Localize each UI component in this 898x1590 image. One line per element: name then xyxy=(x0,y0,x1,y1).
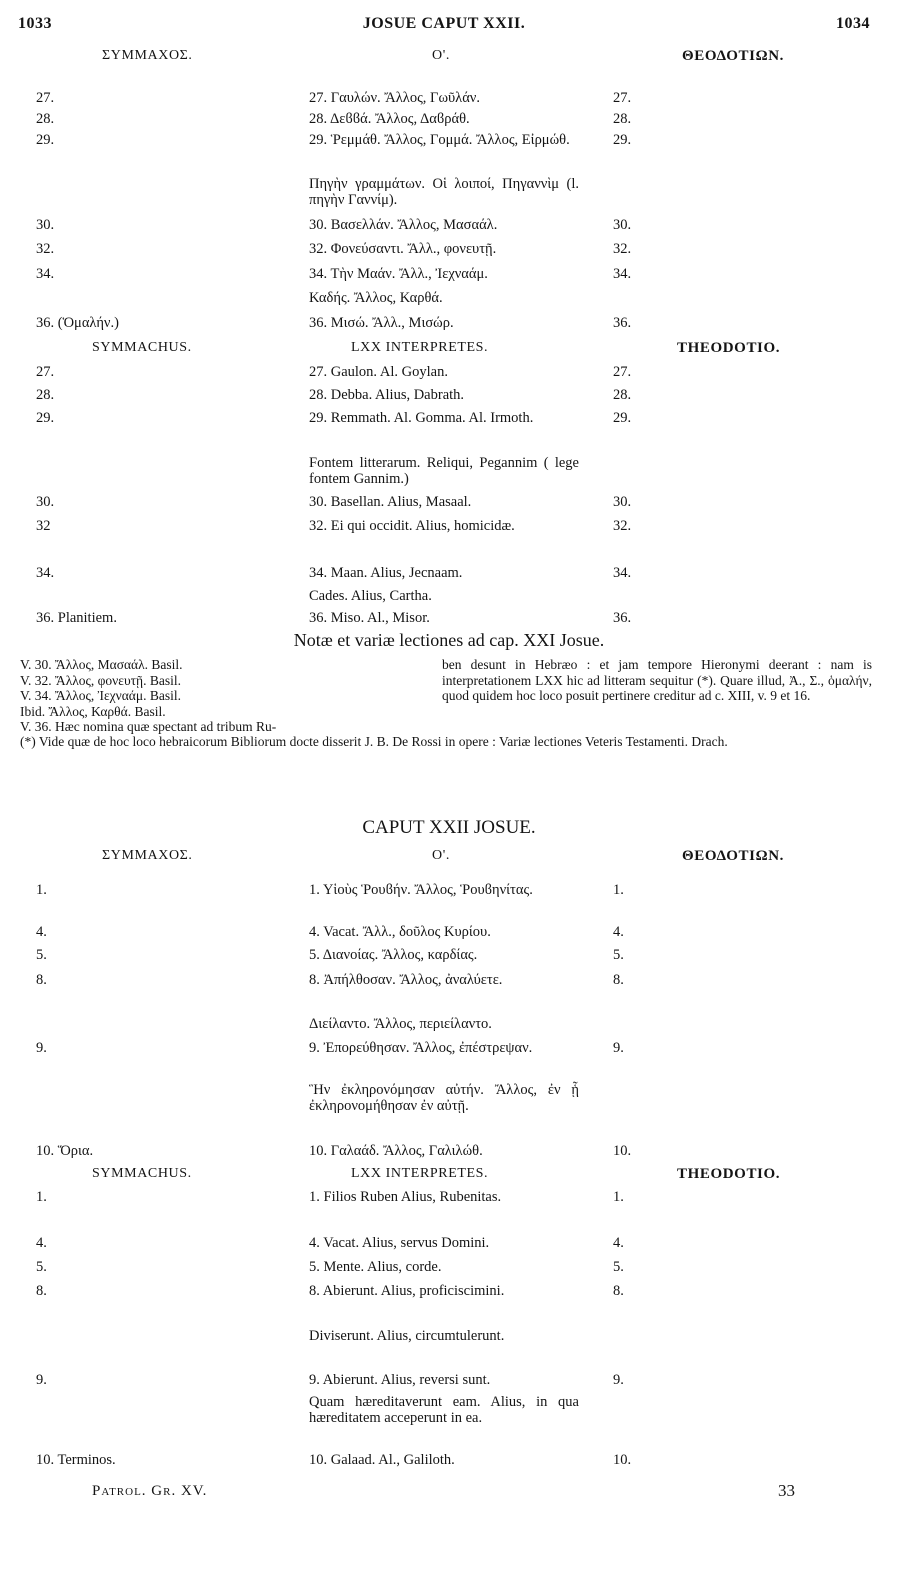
lxx-cell: 1. Filios Ruben Alius, Rubenitas. xyxy=(309,1189,502,1205)
lxx-cell: Πηγὴν γραμμάτων. Οἱ λοιποί, Πηγαννὶμ (l. πηγὴν Γαννίμ). xyxy=(309,176,579,208)
theodotion-cell: 8. xyxy=(613,972,624,988)
footnote: (*) Vide quæ de hoc loco hebraicorum Bibliorum docte disserit J. B. De Rossi in opere : Variæ lectiones Veteris Testamenti. Drach. xyxy=(20,734,728,749)
symmachus-cell: 4. xyxy=(36,924,47,940)
lxx-cell: 34. Maan. Alius, Jecnaam. xyxy=(309,565,463,581)
col-header-lxx-interpretes: LXX INTERPRETES. xyxy=(351,340,489,355)
lxx-cell: 8. Ἀπήλθοσαν. Ἄλλος, ἀναλύετε. xyxy=(309,972,503,988)
theodotion-cell: 32. xyxy=(613,518,632,534)
theodotion-cell: 30. xyxy=(613,494,632,510)
theodotion-cell: 8. xyxy=(613,1283,624,1299)
footer-page-number: 33 xyxy=(778,1481,795,1500)
theodotion-cell: 36. xyxy=(613,315,632,331)
footer-signature: Patrol. Gr. XV. xyxy=(92,1483,208,1499)
theodotion-cell: 4. xyxy=(613,1235,624,1251)
lxx-cell: 30. Basellan. Alius, Masaal. xyxy=(309,494,472,510)
page-header xyxy=(18,16,870,36)
lxx-cell: 5. Mente. Alius, corde. xyxy=(309,1259,442,1275)
symmachus-cell: 27. xyxy=(36,90,55,106)
col-header-lxx-interpretes: LXX INTERPRETES. xyxy=(351,1166,489,1181)
notes-title: Notæ et variæ lectiones ad cap. XXI Josue. xyxy=(293,630,605,650)
lxx-cell: Fontem litterarum. Reliqui, Pegannim ( lege fontem Gannim.) xyxy=(309,455,579,487)
theodotion-cell: 34. xyxy=(613,266,632,282)
theodotion-cell: 10. xyxy=(613,1143,632,1159)
lxx-cell: 4. Vacat. Ἄλλ., δοῦλος Κυρίου. xyxy=(309,924,491,940)
symmachus-cell: 10. Terminos. xyxy=(36,1452,116,1468)
col-header-symmachus: SYMMACHUS. xyxy=(92,1166,192,1181)
lxx-cell: Diviserunt. Alius, circumtulerunt. xyxy=(309,1328,505,1344)
lxx-cell: 32. Ei qui occidit. Alius, homicidæ. xyxy=(309,518,515,534)
lxx-cell: 32. Φονεύσαντι. Ἄλλ., φονευτῇ. xyxy=(309,241,497,257)
symmachus-cell: 30. xyxy=(36,217,55,233)
lxx-cell: 36. Miso. Al., Misor. xyxy=(309,610,430,626)
symmachus-cell: 9. xyxy=(36,1040,47,1056)
theodotion-cell: 27. xyxy=(613,90,632,106)
theodotion-cell: 9. xyxy=(613,1040,624,1056)
page-footer xyxy=(0,1483,898,1505)
symmachus-cell: 8. xyxy=(36,1283,47,1299)
symmachus-cell: 1. xyxy=(36,882,47,898)
lxx-cell: 29. Remmath. Al. Gomma. Al. Irmoth. xyxy=(309,410,534,426)
theodotion-cell: 1. xyxy=(613,882,624,898)
running-title: JOSUE CAPUT XXII. xyxy=(362,15,526,32)
col-header-symmachos: ΣΥΜΜΑΧΟΣ. xyxy=(102,848,193,863)
note-line: V. 30. Ἄλλος, Μασαάλ. Basil. xyxy=(20,657,183,672)
lxx-cell: 10. Galaad. Al., Galiloth. xyxy=(309,1452,455,1468)
column-number-right: 1034 xyxy=(836,15,870,32)
note-line: V. 36. Hæc nomina quæ spectant ad tribum Ru- xyxy=(20,719,277,734)
theodotion-cell: 36. xyxy=(613,610,632,626)
lxx-cell: 30. Βασελλάν. Ἄλλος, Μασαάλ. xyxy=(309,217,498,233)
lxx-cell: Ἣν ἐκληρονόμησαν αὐτήν. Ἄλλος, ἐν ᾗ ἐκληρονομήθησαν ἐν αὐτῇ. xyxy=(309,1082,579,1114)
theodotion-cell: 10. xyxy=(613,1452,632,1468)
symmachus-cell: 32 xyxy=(36,518,51,534)
theodotion-cell: 5. xyxy=(613,1259,624,1275)
lxx-cell: 9. Abierunt. Alius, reversi sunt. xyxy=(309,1372,491,1388)
symmachus-cell: 28. xyxy=(36,387,55,403)
lxx-cell: Cades. Alius, Cartha. xyxy=(309,588,432,604)
symmachus-cell: 36. (Ὁμαλήν.) xyxy=(36,315,119,331)
col-header-symmachos: ΣΥΜΜΑΧΟΣ. xyxy=(102,48,193,63)
note-line: V. 32. Ἄλλος, φονευτῇ. Basil. xyxy=(20,672,181,688)
theodotion-cell: 1. xyxy=(613,1189,624,1205)
lxx-cell: 27. Γαυλών. Ἄλλος, Γωῦλάν. xyxy=(309,90,480,106)
symmachus-cell: 34. xyxy=(36,565,55,581)
theodotion-cell: 9. xyxy=(613,1372,624,1388)
notes-left-column xyxy=(20,657,430,735)
lxx-cell: Καδής. Ἄλλος, Καρθά. xyxy=(309,290,443,306)
col-header-theodotion: ΘΕΟΔΟΤΙΩΝ. xyxy=(682,848,784,864)
theodotion-cell: 32. xyxy=(613,241,632,257)
symmachus-cell: 32. xyxy=(36,241,55,257)
note-line: Ibid. Ἄλλος, Καρθά. Basil. xyxy=(20,703,166,719)
symmachus-cell: 5. xyxy=(36,1259,47,1275)
notes-right-column: ben desunt in Hebræo : et jam tempore Hieronymi deerant : nam is interpretationem LXX hic ad litteram sequitur (*). Quare illud, Ἀ., Σ., ὁμαλήν, quod quidem hoc loco posuit pertinere creditur ad c. XIII, v. 9 et 16. xyxy=(442,657,872,703)
col-header-symmachus: SYMMACHUS. xyxy=(92,340,192,355)
theodotion-cell: 27. xyxy=(613,364,632,380)
col-header-theodotio: THEODOTIO. xyxy=(677,340,781,356)
symmachus-cell: 28. xyxy=(36,111,55,127)
symmachus-cell: 4. xyxy=(36,1235,47,1251)
col-header-lxx: Ο'. xyxy=(432,48,450,63)
lxx-cell: 10. Γαλαάδ. Ἄλλος, Γαλιλώθ. xyxy=(309,1143,483,1159)
theodotion-cell: 29. xyxy=(613,410,632,426)
lxx-cell: 36. Μισώ. Ἄλλ., Μισώρ. xyxy=(309,315,454,331)
symmachus-cell: 30. xyxy=(36,494,55,510)
symmachus-cell: 36. Planitiem. xyxy=(36,610,117,626)
theodotion-cell: 30. xyxy=(613,217,632,233)
theodotion-cell: 29. xyxy=(613,132,632,148)
symmachus-cell: 9. xyxy=(36,1372,47,1388)
theodotion-cell: 28. xyxy=(613,387,632,403)
lxx-cell: Διείλαντο. Ἄλλος, περιείλαντο. xyxy=(309,1016,492,1032)
lxx-cell: 4. Vacat. Alius, servus Domini. xyxy=(309,1235,490,1251)
symmachus-cell: 8. xyxy=(36,972,47,988)
lxx-cell: 8. Abierunt. Alius, proficiscimini. xyxy=(309,1283,505,1299)
lxx-cell: 1. Υἱοὺς Ῥουϐήν. Ἄλλος, Ῥουϐηνίτας. xyxy=(309,882,533,898)
lxx-cell: 27. Gaulon. Al. Goylan. xyxy=(309,364,448,380)
lxx-cell: Quam hæreditaverunt eam. Alius, in qua hæreditatem acceperunt in ea. xyxy=(309,1394,579,1426)
col-header-theodotio: THEODOTIO. xyxy=(677,1166,781,1182)
col-header-theodotion: ΘΕΟΔΟΤΙΩΝ. xyxy=(682,48,784,64)
col-header-lxx: Ο'. xyxy=(432,848,450,863)
lxx-cell: 9. Ἐπορεύθησαν. Ἄλλος, ἐπέστρεψαν. xyxy=(309,1040,533,1056)
symmachus-cell: 5. xyxy=(36,947,47,963)
symmachus-cell: 10. Ὅρια. xyxy=(36,1143,94,1159)
theodotion-cell: 5. xyxy=(613,947,624,963)
lxx-cell: 28. Δεϐϐά. Ἄλλος, Δαϐράθ. xyxy=(309,111,470,127)
lxx-cell: 28. Debba. Alius, Dabrath. xyxy=(309,387,465,403)
theodotion-cell: 4. xyxy=(613,924,624,940)
note-line: V. 34. Ἄλλος, Ἰεχναάμ. Basil. xyxy=(20,688,181,703)
symmachus-cell: 34. xyxy=(36,266,55,282)
theodotion-cell: 28. xyxy=(613,111,632,127)
lxx-cell: 29. Ῥεμμάθ. Ἄλλος, Γομμά. Ἄλλος, Εἰρμώθ. xyxy=(309,132,570,148)
lxx-cell: 34. Τὴν Μαάν. Ἄλλ., Ἰεχναάμ. xyxy=(309,266,488,282)
lxx-cell: 5. Διανοίας. Ἄλλος, καρδίας. xyxy=(309,947,478,963)
column-number-left: 1033 xyxy=(18,15,52,32)
symmachus-cell: 27. xyxy=(36,364,55,380)
symmachus-cell: 1. xyxy=(36,1189,47,1205)
theodotion-cell: 34. xyxy=(613,565,632,581)
chapter-title: CAPUT XXII JOSUE. xyxy=(362,817,536,838)
symmachus-cell: 29. xyxy=(36,132,55,148)
symmachus-cell: 29. xyxy=(36,410,55,426)
